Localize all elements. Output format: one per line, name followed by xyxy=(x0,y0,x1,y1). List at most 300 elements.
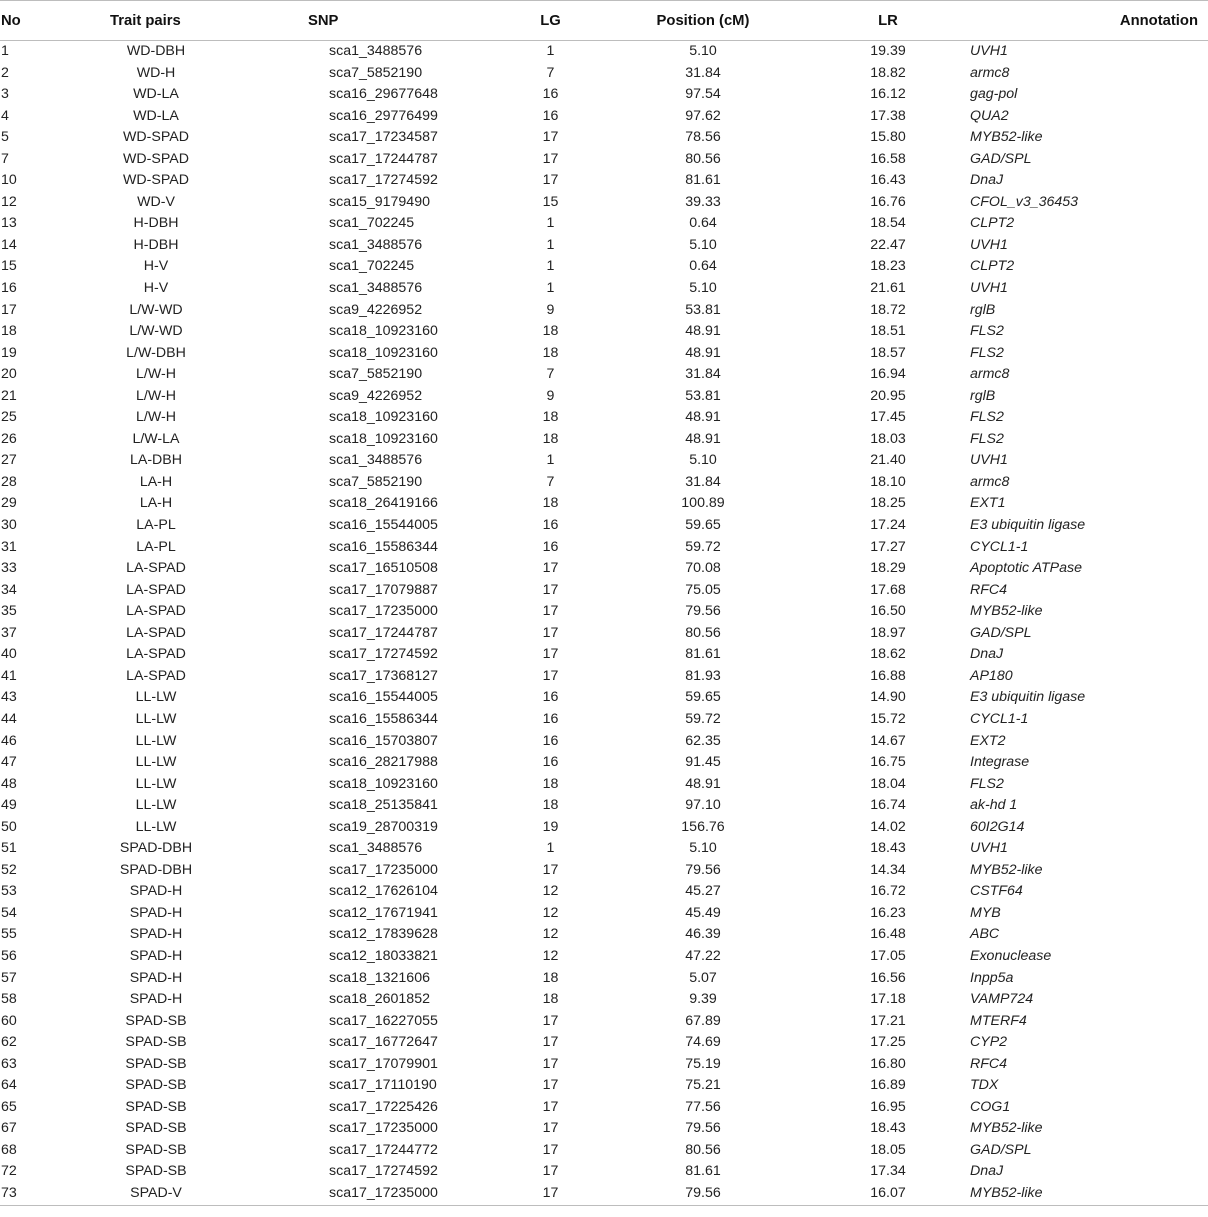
cell-position: 48.91 xyxy=(685,323,721,340)
cell-lg: 17 xyxy=(542,646,559,663)
cell-lg: 18 xyxy=(542,323,559,340)
cell-snp xyxy=(270,515,508,537)
table-row xyxy=(0,407,1208,429)
cell-trait-pair-text: SPAD-SB xyxy=(125,1163,187,1180)
cell-snp xyxy=(270,1183,508,1205)
cell-trait-pair-text: H-V xyxy=(143,258,169,275)
table-row xyxy=(0,63,1208,85)
cell-snp xyxy=(270,1011,508,1033)
cell-position: 0.64 xyxy=(689,258,717,275)
cell-trait-pair-text: WD-LA xyxy=(133,107,179,124)
cell-annotation: FLS2 xyxy=(970,344,1004,361)
cell-snp-text: sca16_15544005 xyxy=(329,517,438,534)
cell-annotation: CYP2 xyxy=(970,1034,1008,1051)
cell-snp-text: sca18_10923160 xyxy=(329,344,438,361)
cell-lr: 18.10 xyxy=(870,473,906,490)
cell-annotation: MYB52-like xyxy=(970,861,1043,878)
cell-snp-text: sca7_5852190 xyxy=(329,366,423,383)
cell-trait-pair xyxy=(96,493,270,515)
cell-no: 48 xyxy=(1,775,17,792)
cell-trait-pair-text: LA-SPAD xyxy=(126,603,186,620)
cell-trait-pair-text: SPAD-V xyxy=(130,1184,182,1201)
cell-position: 31.84 xyxy=(685,366,721,383)
cell-no: 20 xyxy=(1,366,17,383)
cell-lg: 1 xyxy=(546,258,555,275)
cell-trait-pair-text: LL-LW xyxy=(135,732,177,749)
cell-annotation: GAD/SPL xyxy=(970,1141,1032,1158)
cell-trait-pair-text: SPAD-H xyxy=(129,926,183,943)
cell-trait-pair xyxy=(96,213,270,235)
cell-lg: 16 xyxy=(542,710,559,727)
table-row xyxy=(0,601,1208,623)
cell-trait-pair xyxy=(96,1183,270,1205)
cell-annotation: DnaJ xyxy=(970,1163,1004,1180)
cell-trait-pair xyxy=(96,924,270,946)
cell-trait-pair xyxy=(96,601,270,623)
cell-annotation: Integrase xyxy=(970,754,1030,771)
cell-lr: 14.02 xyxy=(870,818,906,835)
table-row xyxy=(0,321,1208,343)
cell-no: 10 xyxy=(1,172,17,189)
cell-no: 53 xyxy=(1,883,17,900)
cell-lr: 16.80 xyxy=(870,1055,906,1072)
cell-trait-pair-text: SPAD-DBH xyxy=(119,861,193,878)
cell-lg: 17 xyxy=(542,129,559,146)
cell-lr: 18.05 xyxy=(870,1141,906,1158)
cell-lg: 1 xyxy=(546,236,555,253)
cell-no: 21 xyxy=(1,387,17,404)
cell-lg: 16 xyxy=(542,517,559,534)
cell-no: 33 xyxy=(1,560,17,577)
cell-lr: 20.95 xyxy=(870,387,906,404)
cell-lr: 17.27 xyxy=(870,538,906,555)
cell-position: 5.10 xyxy=(689,452,717,469)
cell-snp xyxy=(270,235,508,257)
cell-snp xyxy=(270,106,508,128)
cell-trait-pair xyxy=(96,364,270,386)
cell-trait-pair xyxy=(96,256,270,278)
cell-annotation: VAMP724 xyxy=(970,991,1034,1008)
cell-trait-pair-text: WD-SPAD xyxy=(123,172,189,189)
cell-snp xyxy=(270,1054,508,1076)
cell-position: 0.64 xyxy=(689,215,717,232)
cell-lr: 14.34 xyxy=(870,861,906,878)
cell-trait-pair-text: WD-DBH xyxy=(126,43,186,59)
cell-position: 79.56 xyxy=(593,1183,813,1205)
cell-lg: 18 xyxy=(542,969,559,986)
cell-snp xyxy=(270,386,508,408)
cell-no: 51 xyxy=(1,840,17,857)
cell-no: 4 xyxy=(1,107,9,124)
cell-trait-pair xyxy=(96,192,270,214)
cell-trait-pair-text: LL-LW xyxy=(135,775,177,792)
cell-lg: 18 xyxy=(542,797,559,814)
cell-annotation: ABC xyxy=(970,926,1000,943)
cell-position: 81.61 xyxy=(685,172,721,189)
cell-trait-pair xyxy=(96,580,270,602)
table-row xyxy=(0,429,1208,451)
cell-no: 34 xyxy=(1,581,17,598)
cell-annotation: MYB xyxy=(970,904,1001,921)
cell-no: 28 xyxy=(1,473,17,490)
cell-snp-text: sca12_18033821 xyxy=(329,947,438,964)
cell-lg: 18 xyxy=(542,430,559,447)
cell-snp xyxy=(270,795,508,817)
cell-lg: 1 xyxy=(546,43,555,59)
cell-annotation: CLPT2 xyxy=(970,215,1015,232)
header-snp: SNP xyxy=(270,1,508,41)
cell-snp-text: sca17_17235000 xyxy=(329,861,438,878)
cell-trait-pair xyxy=(96,235,270,257)
cell-trait-pair xyxy=(96,558,270,580)
cell-trait-pair-text: LA-H xyxy=(139,495,173,512)
cell-snp xyxy=(270,666,508,688)
table-row xyxy=(0,493,1208,515)
cell-no: 3 xyxy=(1,86,9,103)
cell-annotation: E3 ubiquitin ligase xyxy=(970,517,1086,534)
cell-trait-pair-text: H-DBH xyxy=(133,215,179,232)
table-row xyxy=(0,644,1208,666)
cell-trait-pair xyxy=(96,860,270,882)
cell-position: 48.91 xyxy=(685,775,721,792)
cell-lg: 16 xyxy=(542,538,559,555)
cell-snp-text: sca17_16510508 xyxy=(329,560,438,577)
table-row xyxy=(0,968,1208,990)
cell-no: 65 xyxy=(1,1098,17,1115)
cell-trait-pair-text: LL-LW xyxy=(135,710,177,727)
cell-snp-text: sca1_3488576 xyxy=(329,43,423,59)
cell-position: 97.54 xyxy=(685,86,721,103)
cell-lr: 16.95 xyxy=(870,1098,906,1115)
cell-trait-pair-text: SPAD-H xyxy=(129,947,183,964)
cell-snp-text: sca16_15703807 xyxy=(329,732,438,749)
cell-annotation: DnaJ xyxy=(970,172,1004,189)
cell-no: 60 xyxy=(1,1012,17,1029)
cell-lr: 16.74 xyxy=(870,797,906,814)
cell-lg: 7 xyxy=(546,473,555,490)
cell-snp-text: sca17_17079901 xyxy=(329,1055,438,1072)
header-position: Position (cM) xyxy=(593,1,813,41)
cell-snp-text: sca18_2601852 xyxy=(329,991,430,1008)
cell-annotation: armc8 xyxy=(970,366,1010,383)
cell-lg: 17 xyxy=(542,1141,559,1158)
cell-annotation: Exonuclease xyxy=(970,947,1052,964)
cell-lr: 18.72 xyxy=(870,301,906,318)
header-lg: LG xyxy=(508,1,593,41)
table-row xyxy=(0,666,1208,688)
cell-snp-text: sca16_29776499 xyxy=(329,107,438,124)
cell-position: 100.89 xyxy=(681,495,725,512)
cell-no: 7 xyxy=(1,150,9,167)
cell-trait-pair xyxy=(96,450,270,472)
table-row xyxy=(0,558,1208,580)
cell-lg: 1 xyxy=(546,215,555,232)
cell-lg: 1 xyxy=(546,840,555,857)
cell-snp-text: sca17_17235000 xyxy=(329,603,438,620)
table-row xyxy=(0,84,1208,106)
cell-trait-pair-text: L/W-H xyxy=(136,387,176,404)
cell-trait-pair-text: WD-SPAD xyxy=(123,129,189,146)
cell-position: 59.72 xyxy=(685,710,721,727)
cell-trait-pair-text: LL-LW xyxy=(135,797,177,814)
cell-trait-pair-text: SPAD-H xyxy=(129,883,183,900)
cell-lg: 18 xyxy=(542,775,559,792)
cell-trait-pair-text: WD-H xyxy=(136,64,176,81)
cell-position: 59.65 xyxy=(685,517,721,534)
cell-position: 59.65 xyxy=(685,689,721,706)
cell-annotation: 60I2G14 xyxy=(970,818,1025,835)
cell-position: 97.10 xyxy=(685,797,721,814)
cell-no: 15 xyxy=(1,258,17,275)
cell-snp xyxy=(270,580,508,602)
cell-snp-text: sca16_15586344 xyxy=(329,538,438,555)
table-row xyxy=(0,386,1208,408)
cell-no: 29 xyxy=(1,495,17,512)
cell-trait-pair-text: L/W-DBH xyxy=(126,344,186,361)
cell-snp xyxy=(270,924,508,946)
cell-trait-pair-text: SPAD-SB xyxy=(125,1077,187,1094)
cell-snp xyxy=(270,343,508,365)
cell-snp xyxy=(270,41,508,63)
cell-trait-pair-text: L/W-H xyxy=(136,366,176,383)
cell-snp xyxy=(270,623,508,645)
cell-no: 26 xyxy=(1,430,17,447)
cell-snp-text: sca12_17671941 xyxy=(329,904,438,921)
cell-lr: 18.54 xyxy=(870,215,906,232)
cell-position: 62.35 xyxy=(685,732,721,749)
cell-snp xyxy=(270,774,508,796)
cell-snp xyxy=(270,300,508,322)
cell-trait-pair-text: LA-SPAD xyxy=(126,581,186,598)
cell-lr: 16.50 xyxy=(870,603,906,620)
cell-lg: 9 xyxy=(546,301,555,318)
cell-lr: 14.67 xyxy=(870,732,906,749)
cell-snp-text: sca17_17244772 xyxy=(329,1141,438,1158)
cell-no: 47 xyxy=(1,754,17,771)
cell-lg: 17 xyxy=(542,1163,559,1180)
cell-lr: 16.88 xyxy=(870,667,906,684)
cell-position: 80.56 xyxy=(685,150,721,167)
cell-annotation: AP180 xyxy=(970,667,1013,684)
cell-trait-pair-text: H-DBH xyxy=(133,236,179,253)
cell-annotation: ak-hd 1 xyxy=(970,797,1018,814)
cell-lr: 17.34 xyxy=(870,1163,906,1180)
cell-annotation: rglB xyxy=(970,387,996,404)
cell-trait-pair xyxy=(96,429,270,451)
cell-lr: 18.43 xyxy=(870,1120,906,1137)
cell-trait-pair xyxy=(96,343,270,365)
table-row xyxy=(0,149,1208,171)
cell-trait-pair xyxy=(96,1011,270,1033)
cell-snp-text: sca18_1321606 xyxy=(329,969,430,986)
cell-snp xyxy=(270,450,508,472)
cell-lg: 17 xyxy=(542,150,559,167)
table-row xyxy=(0,881,1208,903)
table-row xyxy=(0,1011,1208,1033)
table-row xyxy=(0,127,1208,149)
cell-snp xyxy=(270,127,508,149)
table-row xyxy=(0,170,1208,192)
cell-annotation: CFOL_v3_36453 xyxy=(970,193,1079,210)
cell-trait-pair xyxy=(96,149,270,171)
cell-annotation: gag-pol xyxy=(970,86,1018,103)
cell-snp xyxy=(270,256,508,278)
cell-position: 74.69 xyxy=(685,1034,721,1051)
cell-snp-text: sca17_17244787 xyxy=(329,150,438,167)
cell-position: 45.27 xyxy=(685,883,721,900)
cell-lg: 16 xyxy=(542,107,559,124)
cell-position: 81.93 xyxy=(685,667,721,684)
table-row xyxy=(0,106,1208,128)
cell-snp xyxy=(270,213,508,235)
cell-trait-pair xyxy=(96,170,270,192)
cell-snp xyxy=(270,364,508,386)
cell-lr: 16.07 xyxy=(813,1183,963,1205)
cell-lg: 17 xyxy=(542,172,559,189)
cell-trait-pair xyxy=(96,1032,270,1054)
cell-trait-pair xyxy=(96,515,270,537)
table-row xyxy=(0,580,1208,602)
header-lr: LR xyxy=(813,1,963,41)
cell-annotation: Inpp5a xyxy=(970,969,1014,986)
cell-trait-pair xyxy=(96,687,270,709)
table-row xyxy=(0,537,1208,559)
cell-no: 54 xyxy=(1,904,17,921)
cell-annotation: TDX xyxy=(970,1077,999,1094)
cell-snp-text: sca18_10923160 xyxy=(329,430,438,447)
cell-trait-pair xyxy=(96,752,270,774)
cell-position: 47.22 xyxy=(685,947,721,964)
cell-annotation: MYB52-like xyxy=(970,1120,1043,1137)
cell-no: 2 xyxy=(1,64,9,81)
cell-trait-pair-text: WD-SPAD xyxy=(123,150,189,167)
cell-lg: 17 xyxy=(542,667,559,684)
cell-lg: 16 xyxy=(542,86,559,103)
cell-trait-pair xyxy=(96,881,270,903)
cell-snp-text: sca9_4226952 xyxy=(329,387,423,404)
cell-no: 1 xyxy=(1,43,9,59)
cell-lr: 16.12 xyxy=(870,86,906,103)
table-row xyxy=(0,192,1208,214)
cell-lr: 17.18 xyxy=(870,991,906,1008)
cell-trait-pair-text: LL-LW xyxy=(135,689,177,706)
cell-lg: 12 xyxy=(542,947,559,964)
table-row xyxy=(0,256,1208,278)
cell-trait-pair-text: WD-LA xyxy=(133,86,179,103)
cell-trait-pair xyxy=(96,644,270,666)
cell-position: 91.45 xyxy=(685,754,721,771)
cell-annotation: CYCL1-1 xyxy=(970,538,1029,555)
cell-no: 52 xyxy=(1,861,17,878)
cell-no: 13 xyxy=(1,215,17,232)
table-row xyxy=(0,1140,1208,1162)
cell-position: 59.72 xyxy=(685,538,721,555)
cell-position: 75.21 xyxy=(685,1077,721,1094)
table-body xyxy=(0,41,1208,1206)
cell-annotation: FLS2 xyxy=(970,409,1004,426)
cell-snp-text: sca17_17110190 xyxy=(329,1077,437,1094)
cell-lg: 16 xyxy=(542,754,559,771)
cell-position: 156.76 xyxy=(681,818,725,835)
cell-trait-pair-text: SPAD-SB xyxy=(125,1055,187,1072)
cell-trait-pair-text: SPAD-SB xyxy=(125,1012,187,1029)
cell-trait-pair-text: LA-PL xyxy=(136,538,176,555)
cell-lr: 21.61 xyxy=(870,280,906,297)
cell-no: 17 xyxy=(1,301,17,318)
cell-snp-text: sca17_16227055 xyxy=(329,1012,438,1029)
cell-trait-pair xyxy=(96,989,270,1011)
cell-no: 37 xyxy=(1,624,17,641)
cell-trait-pair-text: LA-H xyxy=(139,473,173,490)
cell-snp-text: sca17_17274592 xyxy=(329,1163,438,1180)
cell-lr: 18.23 xyxy=(870,258,906,275)
cell-lg: 18 xyxy=(542,495,559,512)
cell-position: 53.81 xyxy=(685,301,721,318)
cell-lr: 18.04 xyxy=(870,775,906,792)
cell-no: 44 xyxy=(1,710,17,727)
cell-trait-pair-text: SPAD-SB xyxy=(125,1034,187,1051)
table-row xyxy=(0,817,1208,839)
cell-annotation: Apoptotic ATPase xyxy=(970,560,1082,577)
cell-trait-pair xyxy=(96,903,270,925)
cell-annotation: MYB52-like xyxy=(970,129,1043,146)
table-row xyxy=(0,41,1208,63)
cell-snp-text: sca18_10923160 xyxy=(329,775,438,792)
cell-no: 12 xyxy=(1,193,17,210)
cell-snp-text: sca1_3488576 xyxy=(329,236,423,253)
cell-no: 49 xyxy=(1,797,17,814)
cell-annotation: FLS2 xyxy=(970,775,1004,792)
cell-lg: 12 xyxy=(542,904,559,921)
cell-position: 80.56 xyxy=(685,1141,721,1158)
cell-no: 5 xyxy=(1,129,9,146)
cell-no: 62 xyxy=(1,1034,17,1051)
cell-no: 50 xyxy=(1,818,17,835)
cell-snp xyxy=(270,278,508,300)
header-trait-pairs: Trait pairs xyxy=(96,1,270,41)
table-row xyxy=(0,300,1208,322)
cell-trait-pair xyxy=(96,1054,270,1076)
cell-position: 97.62 xyxy=(685,107,721,124)
cell-trait-pair xyxy=(96,838,270,860)
cell-snp xyxy=(270,968,508,990)
cell-snp xyxy=(270,1075,508,1097)
cell-lr: 17.25 xyxy=(870,1034,906,1051)
cell-trait-pair-text: SPAD-H xyxy=(129,991,183,1008)
table-row xyxy=(0,903,1208,925)
table-row xyxy=(0,731,1208,753)
cell-trait-pair xyxy=(96,537,270,559)
cell-lr: 15.80 xyxy=(870,129,906,146)
cell-snp xyxy=(270,860,508,882)
table-header-row xyxy=(0,1,1208,41)
cell-position: 70.08 xyxy=(685,560,721,577)
cell-no: 68 xyxy=(1,1141,17,1158)
cell-trait-pair xyxy=(96,386,270,408)
cell-annotation: armc8 xyxy=(970,64,1010,81)
cell-lr: 17.05 xyxy=(870,947,906,964)
cell-snp xyxy=(270,472,508,494)
cell-position: 79.56 xyxy=(685,603,721,620)
cell-position: 9.39 xyxy=(689,991,717,1008)
cell-lr: 22.47 xyxy=(870,236,906,253)
cell-lg: 17 xyxy=(542,603,559,620)
header-no: No xyxy=(0,1,96,41)
cell-lr: 18.43 xyxy=(870,840,906,857)
cell-position: 5.10 xyxy=(689,236,717,253)
cell-lg: 17 xyxy=(542,1012,559,1029)
cell-annotation: EXT2 xyxy=(970,732,1006,749)
